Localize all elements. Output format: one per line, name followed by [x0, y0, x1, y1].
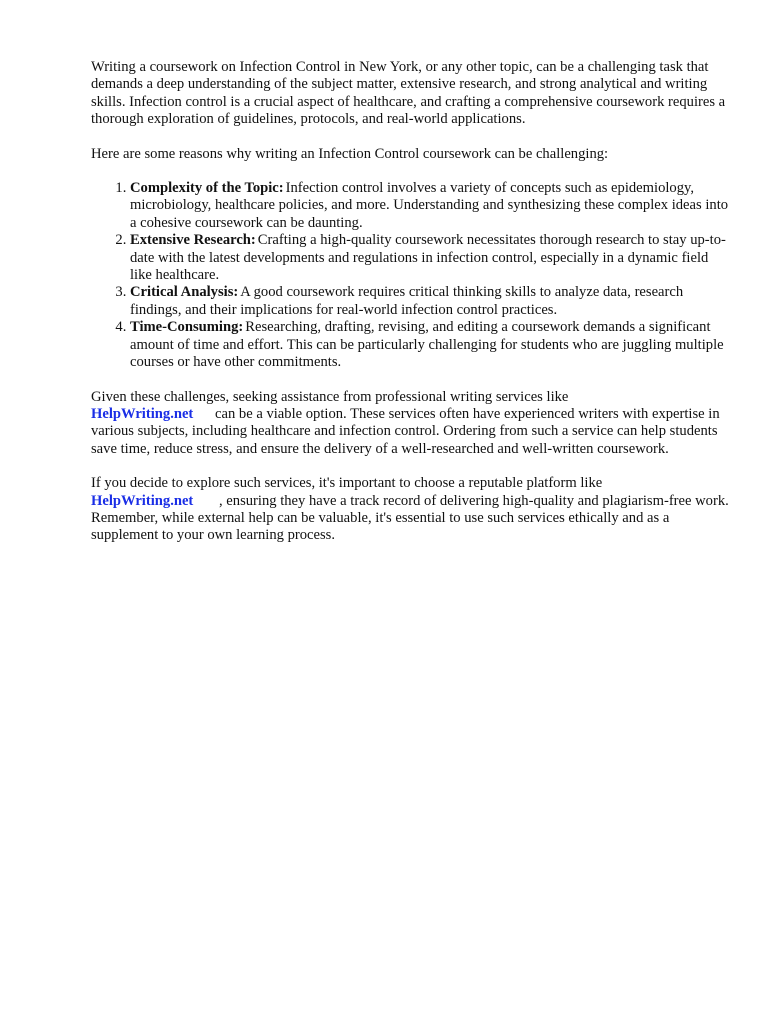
- helpwriting-link[interactable]: HelpWriting.net: [91, 405, 194, 422]
- reason-text: Crafting a high-quality coursework necessitates thorough research to stay up-to-date with the latest developments and regulations in infection control, especially in a dynamic field like healthcare.: [130, 232, 726, 284]
- document-page: [91, 59, 731, 545]
- reason-term: Complexity of the Topic:: [130, 180, 284, 197]
- closing-text-after: , ensuring they have a track record of delivering high-quality and plagiarism-free work. Remember, while external help can be valuable, it's essential to use such services ethically and as a supplement to your own learning process.: [91, 492, 729, 544]
- reasons-list: [91, 180, 731, 371]
- assistance-paragraph: [91, 389, 731, 459]
- closing-text-before: If you decide to explore such services, it's important to choose a reputable platform like: [91, 475, 603, 492]
- list-item: [130, 284, 731, 319]
- reason-term: Time-Consuming:: [130, 319, 244, 336]
- reason-text: Infection control involves a variety of concepts such as epidemiology, microbiology, healthcare policies, and more. Understanding and synthesizing these complex ideas into a cohesive coursework can be daunting.: [130, 180, 729, 231]
- intro-paragraph: Writing a coursework on Infection Control in New York, or any other topic, can be a challenging task that demands a deep understanding of the subject matter, extensive research, and strong analytical and writing skills. Infection control is a crucial aspect of healthcare, and crafting a comprehensive coursework requires a thorough exploration of guidelines, protocols, and real-world applications.: [91, 59, 726, 128]
- assistance-text-after: can be a viable option. These services often have experienced writers with expertise in various subjects, including healthcare and infection control. Ordering from such a service can help students save time, reduce stress, and ensure the delivery of a well-researched and well-written coursework.: [91, 405, 720, 457]
- reason-term: Extensive Research:: [130, 232, 256, 249]
- reason-text: A good coursework requires critical thinking skills to analyze data, research findings, and their implications for real-world infection control practices.: [130, 284, 684, 318]
- assistance-text-before: Given these challenges, seeking assistance from professional writing services like: [91, 388, 569, 405]
- closing-paragraph: [91, 475, 731, 545]
- list-item: [130, 232, 731, 284]
- reason-text: Researching, drafting, revising, and editing a coursework demands a significant amount of time and effort. This can be particularly challenging for students who are juggling multiple courses or have other commitments.: [130, 319, 724, 371]
- reasons-lead-paragraph: Here are some reasons why writing an Infection Control coursework can be challenging:: [91, 145, 609, 162]
- helpwriting-link[interactable]: HelpWriting.net: [91, 492, 194, 509]
- list-item: [130, 180, 731, 232]
- reason-term: Critical Analysis:: [130, 284, 239, 301]
- list-item: [130, 319, 731, 371]
